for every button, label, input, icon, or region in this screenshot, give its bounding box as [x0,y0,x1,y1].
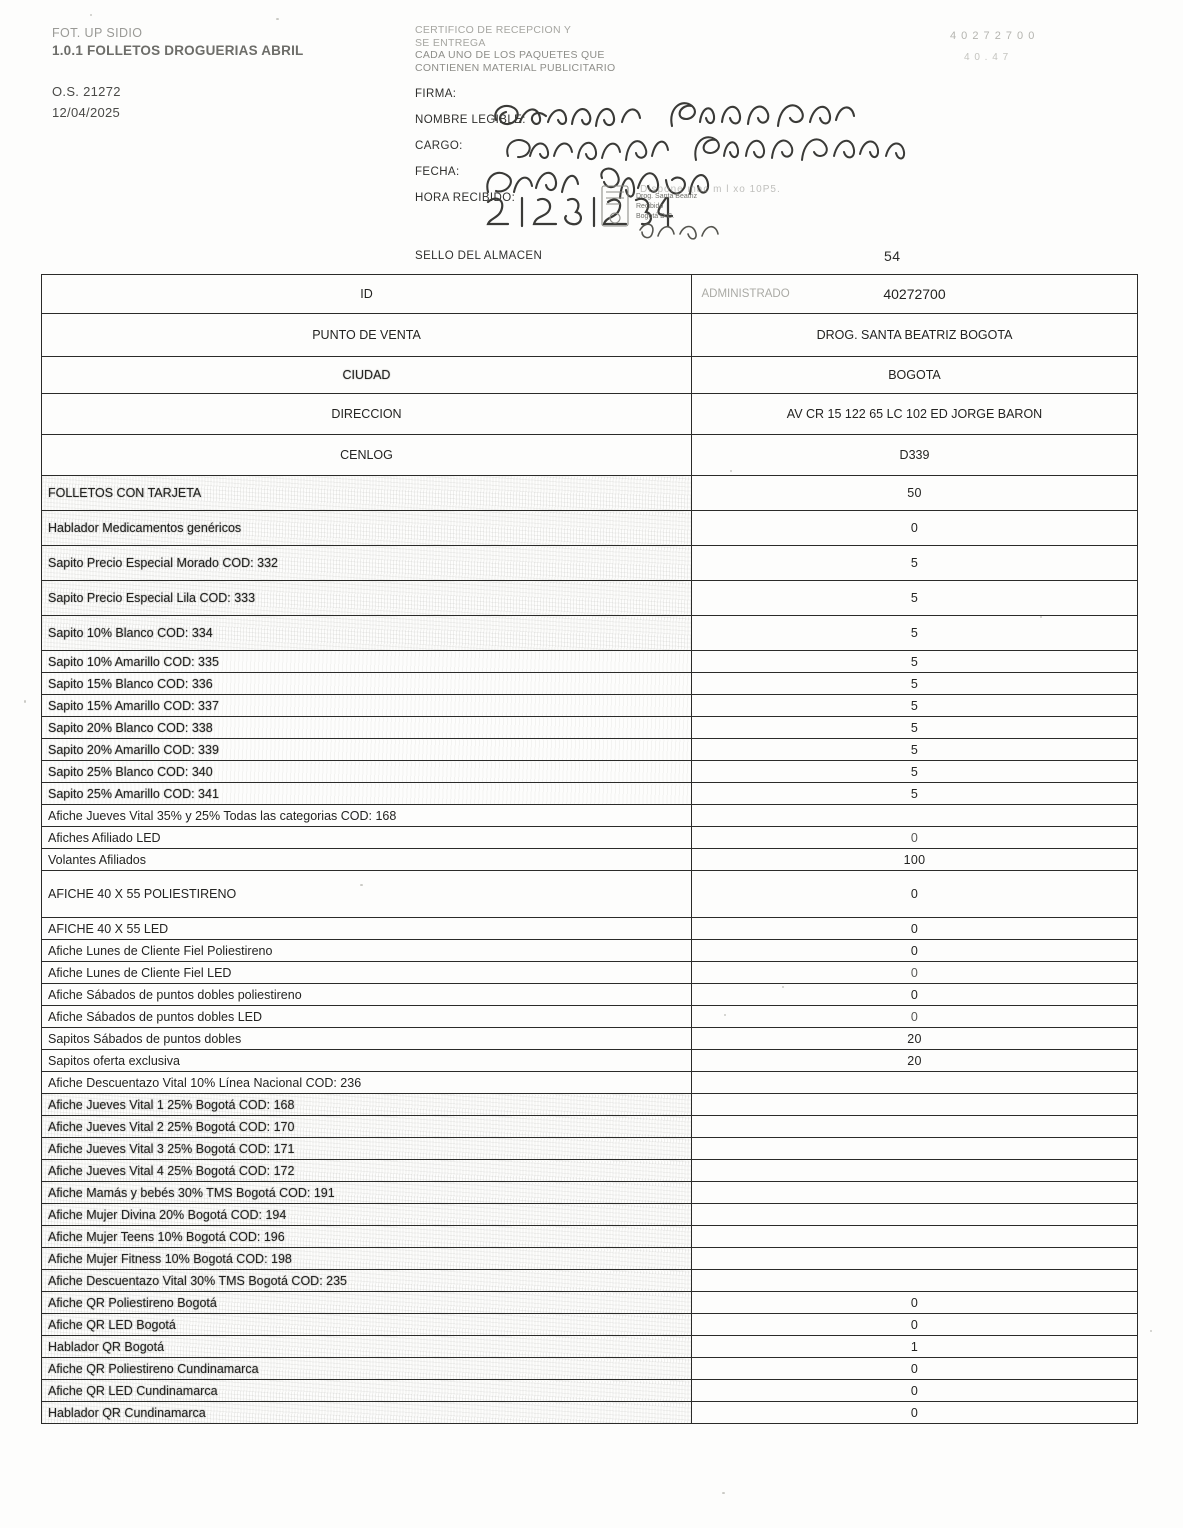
table-row [42,940,1138,962]
item-label: Sapito Precio Especial Lila COD: 333 [42,581,692,616]
row-value-cenlog: D339 [692,435,1138,476]
table-row [42,827,1138,849]
table-row [42,717,1138,739]
item-label: Sapito 25% Blanco COD: 340 [42,761,692,783]
field-hora-recibido [415,192,935,218]
item-label: Afiche Lunes de Cliente Fiel Poliestireno [42,940,692,962]
table-row [42,871,1138,918]
item-label: Sapito 20% Amarillo COD: 339 [42,739,692,761]
scan-speck [722,1492,725,1494]
item-label: Sapito 10% Amarillo COD: 335 [42,651,692,673]
table-row [42,1116,1138,1138]
item-label [42,871,692,918]
table-row [42,1270,1138,1292]
item-label: Sapito 15% Blanco COD: 336 [42,673,692,695]
table-row [42,1160,1138,1182]
header-right-code: 4 0 2 7 2 7 0 0 [950,30,1036,42]
svg-text:Bogotá D.C.: Bogotá D.C. [636,213,675,220]
item-label: Afiche QR LED Cundinamarca [42,1380,692,1402]
field-fecha [415,166,935,192]
item-label: Volantes Afiliados [42,849,692,871]
document-header-right [950,30,1035,63]
table-row [42,1006,1138,1028]
order-number: O.S. 21272 [52,84,121,99]
item-label: AFICHE 40 X 55 LED [42,918,692,940]
item-value [692,1138,1138,1160]
sello-almacen-label: SELLO DEL ALMACEN [415,250,543,262]
item-value [692,1182,1138,1204]
table-row [42,1292,1138,1314]
field-nombre-legible [415,114,935,140]
row-label-cenlog: CENLOG [42,435,692,476]
row-value-punto-de-venta: DROG. SANTA BEATRIZ BOGOTA [692,314,1138,357]
item-value: 0 [692,827,1138,849]
item-label: Afiche Jueves Vital 1 25% Bogotá COD: 168 [42,1094,692,1116]
item-label: Sapitos oferta exclusiva [42,1050,692,1072]
table-row [42,849,1138,871]
item-label: Sapito Precio Especial Morado COD: 332 [42,546,692,581]
field-fecha-label: FECHA: [415,166,460,178]
item-label: Afiche Descuentazo Vital 10% Línea Nacional COD: 236 [42,1072,692,1094]
item-label: FOLLETOS CON TARJETA [42,476,692,511]
table-row [42,984,1138,1006]
table-row-direccion [42,394,1138,435]
item-label: Afiche QR LED Bogotá [42,1314,692,1336]
table-row [42,962,1138,984]
table-row [42,673,1138,695]
item-label: Afiche Jueves Vital 2 25% Bogotá COD: 170 [42,1116,692,1138]
table-row [42,695,1138,717]
item-label: Afiche Sábados de puntos dobles poliestireno [42,984,692,1006]
table-row [42,805,1138,827]
table-row [42,918,1138,940]
cert-line-3: CADA UNO DE LOS PAQUETES QUE [415,49,605,61]
item-value [692,805,1138,827]
table-row [42,1380,1138,1402]
item-label: Sapitos Sábados de puntos dobles [42,1028,692,1050]
table-row [42,1182,1138,1204]
header-title-line2: 1.0.1 FOLLETOS DROGUERIAS ABRIL [52,43,304,58]
table-row [42,511,1138,546]
item-value: 5 [692,761,1138,783]
item-value: 0 [692,1380,1138,1402]
item-label: Hablador QR Cundinamarca [42,1402,692,1424]
item-value: 20 [692,1050,1138,1072]
table-row-ciudad [42,357,1138,394]
table-row [42,546,1138,581]
table-row [42,1248,1138,1270]
item-value: 100 [692,849,1138,871]
scan-speck [90,14,92,16]
table-row [42,1402,1138,1424]
item-label: Hablador Medicamentos genéricos [42,511,692,546]
item-value [692,1072,1138,1094]
ghost-text-administrado: ADMINISTRADO [701,288,790,300]
item-label: Sapito 10% Blanco COD: 334 [42,616,692,651]
item-value: 5 [692,717,1138,739]
table-row [42,1226,1138,1248]
table-row [42,1094,1138,1116]
item-value [692,1160,1138,1182]
item-label: Afiche Jueves Vital 35% y 25% Todas las categorias COD: 168 [42,805,692,827]
row-value-id [692,275,1138,314]
item-label: Afiche Lunes de Cliente Fiel LED [42,962,692,984]
item-value: 0 [692,962,1138,984]
item-value: 0 [692,511,1138,546]
item-label: Afiche Jueves Vital 3 25% Bogotá COD: 171 [42,1138,692,1160]
item-value: 1 [692,1336,1138,1358]
row-label-ciudad: CIUDAD [42,357,692,394]
item-value: 5 [692,651,1138,673]
sello-quantity: 54 [884,248,901,264]
item-label: Afiche Sábados de puntos dobles LED [42,1006,692,1028]
table-row [42,616,1138,651]
header-right-subcode: 4 0 . 4 7 [964,52,1010,63]
item-value [692,1270,1138,1292]
row-label-id: ID [42,275,692,314]
item-value: 5 [692,546,1138,581]
document-date: 12/04/2025 [52,105,121,120]
distribution-table [41,274,1138,1424]
item-label: Afiche QR Poliestireno Cundinamarca [42,1358,692,1380]
item-value: 0 [692,871,1138,918]
item-value: 50 [692,476,1138,511]
cert-line-4: CONTIENEN MATERIAL PUBLICITARIO [415,61,616,74]
row-label-direccion: DIRECCION [42,394,692,435]
table-row [42,476,1138,511]
item-value: 5 [692,783,1138,805]
table-row-punto-de-venta [42,314,1138,357]
item-value: 20 [692,1028,1138,1050]
id-value: 40272700 [883,286,946,302]
item-value [692,1094,1138,1116]
item-label: Sapito 15% Amarillo COD: 337 [42,695,692,717]
table-row [42,1028,1138,1050]
item-label: Sapito 20% Blanco COD: 338 [42,717,692,739]
item-label: Afiche Mamás y bebés 30% TMS Bogotá COD: 191 [42,1182,692,1204]
svg-text:Dispone mac m l xo 10P5.: Dispone mac m l xo 10P5. [640,184,781,195]
item-value: 0 [692,1006,1138,1028]
row-value-ciudad: BOGOTA [692,357,1138,394]
table-row [42,1050,1138,1072]
table-row [42,1358,1138,1380]
item-value: 5 [692,695,1138,717]
item-label: Hablador QR Bogotá [42,1336,692,1358]
field-nombre-legible-label: NOMBRE LEGIBLE: [415,114,526,126]
table-row [42,739,1138,761]
item-value: 5 [692,581,1138,616]
item-value: 0 [692,1358,1138,1380]
table-row [42,783,1138,805]
item-value [692,1116,1138,1138]
item-value [692,1226,1138,1248]
item-label: Afiche Mujer Fitness 10% Bogotá COD: 198 [42,1248,692,1270]
row-value-direccion: AV CR 15 122 65 LC 102 ED JORGE BARON [692,394,1138,435]
scan-speck [24,700,26,703]
svg-text:Drog. Santa Beatriz: Drog. Santa Beatriz [636,193,698,200]
cert-line-2: SE ENTREGA [415,36,486,49]
table-row [42,1336,1138,1358]
field-firma-label: FIRMA: [415,88,457,100]
item-label: Afiche Mujer Divina 20% Bogotá COD: 194 [42,1204,692,1226]
certification-block [415,24,935,218]
table-row [42,581,1138,616]
item-value: 0 [692,984,1138,1006]
item-label: Sapito 25% Amarillo COD: 341 [42,783,692,805]
item-value: 0 [692,1402,1138,1424]
header-title-line1: FOT. UP SIDIO [52,26,143,40]
item-label: Afiche QR Poliestireno Bogotá [42,1292,692,1314]
item-label-text: AFICHE 40 X 55 POLIESTIRENO [48,886,237,901]
item-value [692,1248,1138,1270]
item-value [692,1204,1138,1226]
table-row [42,1072,1138,1094]
table-row [42,651,1138,673]
document-header-left [52,26,382,120]
item-label: Afiche Descuentazo Vital 30% TMS Bogotá COD: 235 [42,1270,692,1292]
item-label: Afiche Mujer Teens 10% Bogotá COD: 196 [42,1226,692,1248]
table-row-id [42,275,1138,314]
item-value: 0 [692,918,1138,940]
table-row [42,1138,1138,1160]
table-row [42,1204,1138,1226]
field-firma [415,88,935,114]
item-value: 5 [692,673,1138,695]
table-row [42,1314,1138,1336]
cert-line-1: CERTIFICO DE RECEPCION Y [415,24,572,36]
table-row-cenlog [42,435,1138,476]
svg-text:Recibido: Recibido [636,203,664,210]
item-value: 5 [692,739,1138,761]
item-value: 0 [692,940,1138,962]
item-value: 0 [692,1314,1138,1336]
item-value: 0 [692,1292,1138,1314]
field-cargo [415,140,935,166]
scan-speck [276,18,279,20]
field-hora-recibido-label: HORA RECIBIDO: [415,192,516,204]
item-label: Afiches Afiliado LED [42,827,692,849]
table-row [42,761,1138,783]
scan-speck [1150,1330,1152,1332]
item-label: Afiche Jueves Vital 4 25% Bogotá COD: 172 [42,1160,692,1182]
row-label-punto-de-venta: PUNTO DE VENTA [42,314,692,357]
field-cargo-label: CARGO: [415,140,463,152]
item-value: 5 [692,616,1138,651]
